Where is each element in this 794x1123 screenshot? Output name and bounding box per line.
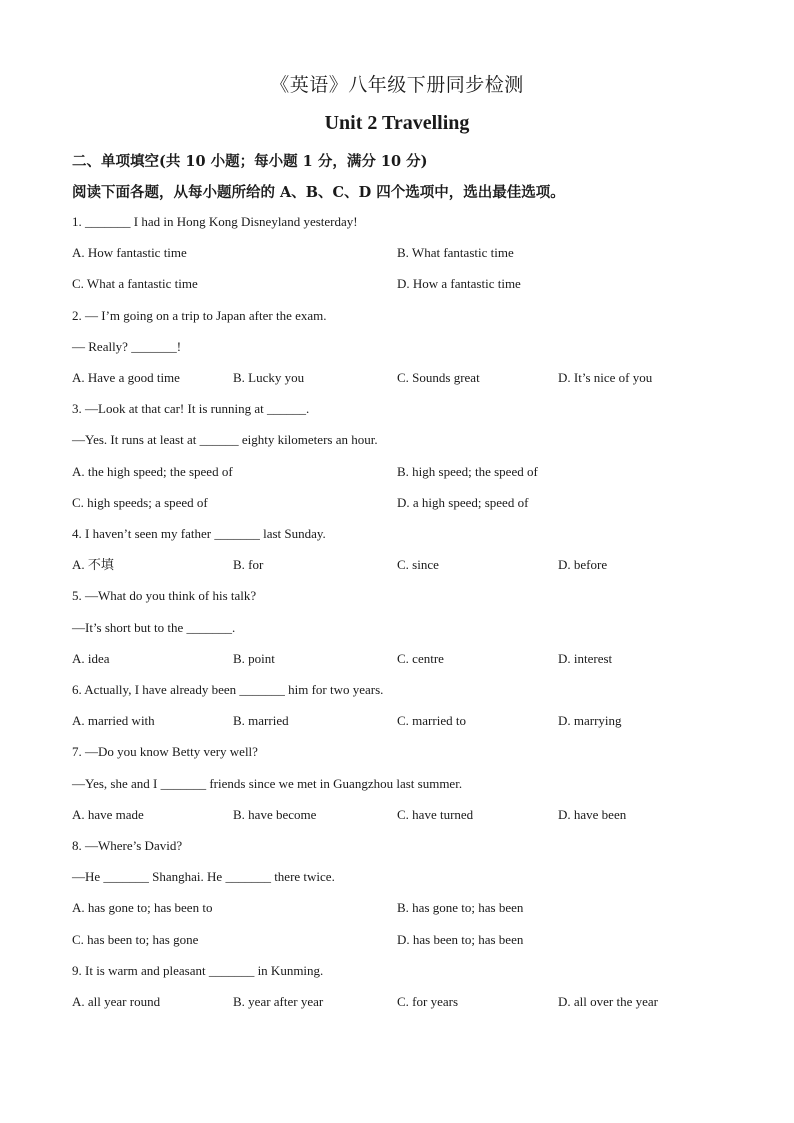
option-a: A. How fantastic time (72, 245, 187, 261)
option-row (72, 930, 752, 950)
option-row (72, 711, 752, 731)
option-c: C. since (397, 557, 439, 573)
option-d: D. marrying (558, 713, 622, 729)
option-b: B. high speed; the speed of (397, 463, 538, 479)
question-stem: 2. — I’m going on a trip to Japan after the exam. (72, 307, 327, 323)
section-heading: 二、单项填空(共 10 小题；每小题 1 分，满分 10 分) (72, 153, 428, 170)
option-a: A. 不填 (72, 557, 114, 573)
instruction-text: 阅读下面各题，从每小题所给的 A、B、C、D 四个选项中，选出最佳选项。 (72, 184, 565, 201)
question-stem: 8. —Where’s David? (72, 838, 183, 853)
option-row (72, 368, 752, 388)
unit-title: Unit 2 Travelling (324, 112, 470, 134)
option-row (72, 805, 752, 825)
option-row (72, 649, 752, 669)
option-b: B. for (233, 557, 264, 573)
option-b: B. What fantastic time (397, 245, 514, 261)
question-stem: 3. —Look at that car! It is running at ______. (72, 401, 310, 417)
option-c: C. married to (397, 713, 466, 729)
option-row (72, 462, 752, 482)
option-d: D. have been (558, 806, 627, 822)
option-c: C. high speeds; a speed of (72, 494, 208, 510)
option-b: B. has gone to; has been (397, 900, 524, 916)
question-stem: —Yes, she and I _______ friends since we met in Guangzhou last summer. (72, 775, 463, 791)
option-c: C. centre (397, 650, 444, 666)
question-stem: 5. —What do you think of his talk? (72, 588, 257, 604)
option-row (72, 243, 752, 263)
question-stem: 7. —Do you know Betty very well? (72, 744, 258, 760)
question-stem: —He _______ Shanghai. He _______ there twice. (72, 869, 335, 885)
option-a: A. have made (72, 806, 144, 822)
option-a: A. Have a good time (72, 370, 180, 385)
question-stem: 6. Actually, I have already been _______ him for two years. (72, 682, 384, 697)
question-stem: 9. It is warm and pleasant _______ in Kunming. (72, 962, 324, 978)
option-c: C. have turned (397, 806, 474, 822)
question-stem: —Yes. It runs at least at ______ eighty kilometers an hour. (72, 432, 378, 448)
option-b: B. Lucky you (233, 370, 305, 385)
option-b: B. have become (233, 806, 317, 822)
option-b: B. point (233, 650, 275, 666)
option-d: D. It’s nice of you (558, 370, 653, 385)
option-d: D. has been to; has been (397, 931, 524, 947)
option-a: A. idea (72, 650, 110, 666)
option-d: D. interest (558, 650, 613, 666)
option-a: A. the high speed; the speed of (72, 463, 233, 479)
option-a: A. all year round (72, 994, 161, 1009)
option-b: B. married (233, 713, 289, 729)
option-c: C. Sounds great (397, 370, 480, 385)
option-d: D. a high speed; speed of (397, 494, 529, 510)
option-a: A. married with (72, 713, 155, 729)
option-row (72, 493, 752, 513)
option-a: A. has gone to; has been to (72, 900, 213, 916)
option-row (72, 274, 752, 294)
option-c: C. for years (397, 994, 459, 1009)
question-stem: 1. _______ I had in Hong Kong Disneyland yesterday! (72, 214, 358, 229)
option-row (72, 555, 752, 575)
option-row (72, 992, 752, 1012)
option-d: D. before (558, 557, 608, 573)
document-title: 《英语》八年级下册同步检测 (270, 74, 524, 96)
question-stem: —It’s short but to the _______. (72, 619, 236, 635)
option-c: C. What a fantastic time (72, 276, 198, 292)
question-stem: — Really? _______! (72, 338, 182, 354)
option-c: C. has been to; has gone (72, 931, 199, 947)
option-b: B. year after year (233, 994, 324, 1009)
option-d: D. all over the year (558, 994, 658, 1009)
question-stem: 4. I haven’t seen my father _______ last Sunday. (72, 526, 326, 541)
option-row (72, 898, 752, 918)
option-d: D. How a fantastic time (397, 276, 521, 292)
